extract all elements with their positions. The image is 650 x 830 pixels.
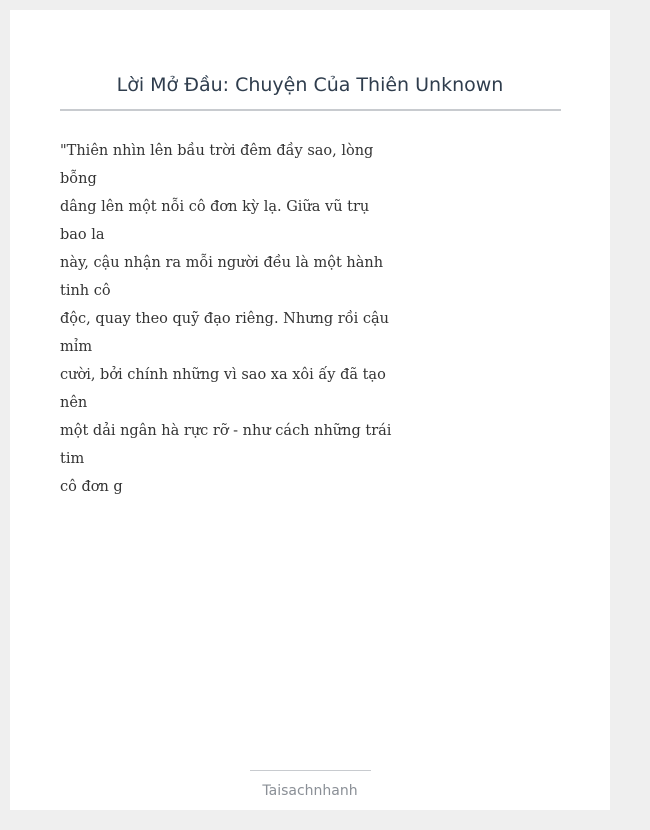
page-title: Lời Mở Đầu: Chuyện Của Thiên Unknown <box>116 74 504 96</box>
body-line: bao la <box>60 227 105 243</box>
body-line: cô đơn g <box>60 479 123 495</box>
body-line: một dải ngân hà rực rỡ - như cách những trái <box>60 423 392 439</box>
body-line: bỗng <box>60 171 97 187</box>
title-divider <box>60 109 561 111</box>
footer-source: Taisachnhanh <box>262 783 358 799</box>
body-line: "Thiên nhìn lên bầu trời đêm đầy sao, lòng <box>60 143 374 159</box>
body-paragraph <box>60 137 400 501</box>
body-line: độc, quay theo quỹ đạo riêng. Nhưng rồi cậu <box>60 311 389 327</box>
body-line: cười, bởi chính những vì sao xa xôi ấy đã tạo <box>60 367 386 383</box>
body-line: này, cậu nhận ra mỗi người đều là một hành <box>60 255 384 271</box>
footer-divider <box>250 770 371 771</box>
body-line: dâng lên một nỗi cô đơn kỳ lạ. Giữa vũ trụ <box>60 199 370 215</box>
body-line: tinh cô <box>60 283 111 299</box>
body-line: nên <box>60 395 88 411</box>
document-page <box>10 10 610 810</box>
body-line: tim <box>60 451 85 467</box>
body-line: mỉm <box>60 339 93 355</box>
